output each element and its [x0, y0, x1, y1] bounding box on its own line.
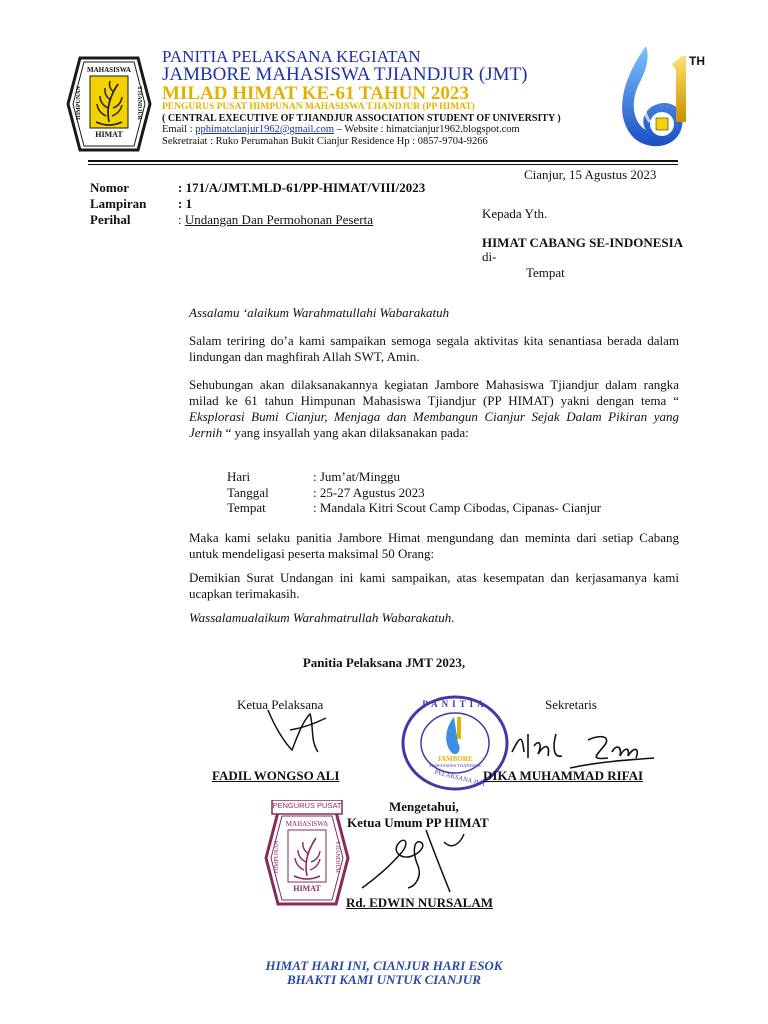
stamp-arc-bottom: PELAKSANA JMT: [433, 768, 487, 789]
logo-text-right: TJIANDJUR: [136, 85, 142, 120]
ketua-title: Ketua Pelaksana: [237, 697, 324, 712]
paragraph-invitation: [189, 377, 679, 441]
ketua-umum-name: Rd. EDWIN NURSALAM: [346, 895, 493, 910]
recipient-di: di-: [482, 249, 497, 264]
committee-name: Panitia Pelaksana JMT 2023,: [302, 655, 466, 670]
invitation-text-a: Sehubungan akan dilaksanakannya kegiatan Jambore Mahasiswa Tjiandjur dalam rangka milad ke 61 tahun Himpunan Mahasiswa Tjiandjur (PP HIMAT) yakni dengan tema “: [189, 377, 679, 408]
detail-tanggal-value: : 25-27 Agustus 2023: [313, 485, 425, 500]
header-organization: PENGURUS PUSAT HIMPUNAN MAHASISWA TJIANDJUR (PP HIMAT): [162, 102, 475, 112]
paragraph-closing: Demikian Surat Undangan ini kami sampaikan, atas kesempatan dan kerjasamanya kami ucapkan terimakasih.: [189, 570, 679, 601]
stamp-center: JAMBORE: [437, 755, 473, 763]
header-committee: PANITIA PELAKSANA KEGIATAN: [162, 47, 421, 66]
greeting: Assalamu ‘alaikum Warahmatullahi Wabarakatuh: [189, 305, 450, 320]
invitation-text-b: “ yang insyallah yang akan dilaksanakan pada:: [222, 425, 469, 440]
detail-tempat-label: Tempat: [227, 500, 266, 515]
closing-salutation: Wassalamualaikum Warahmatrullah Wabarakatuh.: [189, 610, 455, 625]
website-text: – Website : himatcianjur1962.blogspot.com: [334, 124, 520, 135]
mengetahui: Mengetahui,: [389, 799, 459, 814]
paragraph-request: Maka kami selaku panitia Jambore Himat mengundang dan meminta dari setiap Cabang untuk mendeligasi peserta maksimal 50 Orang:: [189, 530, 679, 561]
seal-text-left: HIMPUNAN: [274, 840, 280, 874]
detail-hari-label: Hari: [227, 469, 251, 484]
recipient-tempat: Tempat: [526, 265, 565, 280]
detail-tempat-value: : Mandala Kitri Scout Camp Cibodas, Cipanas- Cianjur: [313, 500, 602, 515]
header-organization-en: ( CENTRAL EXECUTIVE OF TJIANDJUR ASSOCIATION STUDENT OF UNIVERSITY ): [162, 113, 561, 124]
nomor-value: : 171/A/JMT.MLD-61/PP-HIMAT/VIII/2023: [178, 180, 426, 195]
lampiran-label: Lampiran: [90, 196, 147, 211]
logo-text-top: MAHASISWA: [87, 66, 131, 74]
himat-logo: [66, 56, 152, 152]
pengurus-pusat-seal: [264, 800, 350, 906]
detail-tanggal-label: Tanggal: [227, 485, 269, 500]
perihal-colon: :: [178, 212, 185, 227]
sekretaris-name: DIKA MUHAMMAD RIFAI: [483, 768, 644, 783]
perihal-label: Perihal: [90, 212, 131, 227]
header-rule-thin: [88, 164, 678, 165]
ketua-umum-signature: [356, 822, 476, 902]
seal-text-top: MAHASISWA: [285, 820, 329, 828]
paragraph-opening: Salam teriring do’a kami sampaikan semoga segala aktivitas kita senantiasa berada dalam lindungan dan maghfirah Allah SWT, Amin.: [189, 333, 679, 364]
header-event-title: JAMBORE MAHASISWA TJIANDJUR (JMT): [162, 64, 528, 85]
milad-61-logo: [616, 42, 716, 152]
logo-text-left: HIMPUNAN: [76, 86, 82, 120]
nomor-label: Nomor: [90, 180, 129, 195]
sekretaris-signature: [508, 716, 658, 776]
logo-th-suffix: TH: [689, 54, 705, 68]
seal-banner: PENGURUS PUSAT: [272, 801, 342, 810]
email-label: Email :: [162, 124, 196, 135]
ketua-signature: [262, 700, 342, 760]
stamp-center-sub: MAHASISWA TJIANDJUR: [429, 763, 481, 768]
header-milad: MILAD HIMAT KE-61 TAHUN 2023: [162, 83, 469, 104]
ketua-umum-title: Ketua Umum PP HIMAT: [347, 815, 489, 830]
sekretaris-title: Sekretaris: [545, 697, 597, 712]
detail-hari-value: : Jum’at/Minggu: [313, 469, 401, 484]
footer-motto-2: BHAKTI KAMI UNTUK CIANJUR: [287, 972, 481, 987]
header-address: Sekretraiat : Ruko Perumahan Bukit Cianjur Residence Hp : 0857-9704-9266: [162, 136, 488, 147]
lampiran-value: : 1: [178, 196, 193, 211]
footer-motto-1: HIMAT HARI INI, CIANJUR HARI ESOK: [265, 958, 503, 973]
ketua-name: FADIL WONGSO ALI: [212, 768, 340, 783]
header-rule-thick: [88, 160, 678, 162]
recipient: HIMAT CABANG SE-INDONESIA: [482, 235, 684, 250]
perihal-line: [178, 212, 373, 228]
letter-date: Cianjur, 15 Agustus 2023: [524, 167, 657, 182]
logo-text-bottom: HIMAT: [95, 130, 123, 139]
seal-text-bottom: HIMAT: [293, 884, 321, 893]
perihal-value: Undangan Dan Permohonan Peserta: [184, 212, 373, 227]
header-contact: [162, 124, 520, 135]
invitation-theme: Eksplorasi Bumi Cianjur, Menjaga dan Membangun Cianjur Sejak Dalam Pikiran yang Jernih: [189, 409, 679, 440]
email-link[interactable]: pphimatcianjur1962@gmail.com: [195, 124, 335, 135]
kepada-yth: Kepada Yth.: [482, 206, 548, 221]
seal-text-right: TJIANDJUR: [334, 841, 340, 873]
stamp-arc-top: PANITIA: [422, 699, 488, 709]
